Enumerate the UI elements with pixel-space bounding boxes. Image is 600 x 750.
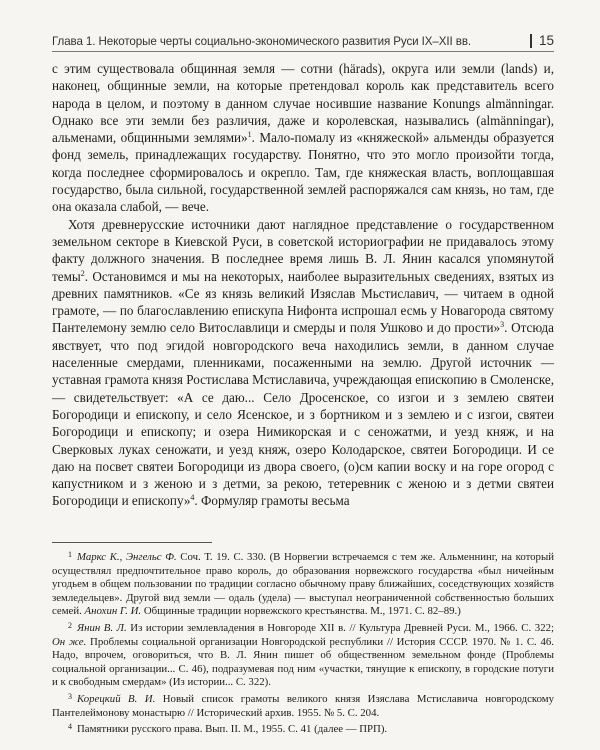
footnote-rule [52, 542, 212, 543]
paragraph-2-text-b: . Остановимся и мы на некоторых, наиболее выразительных сведениях, взятых из древних памятников. «Се яз князь великий Изяслав Мьстиславич, — читаем в одной грамоте, — по благославлению епискупа Нифонта испрошал есмь у Новагорода святому Пантелемону землю село Витославлици и смерды и поля Ушково и до прости» [52, 268, 554, 336]
paragraph-2-text-d: . Формуляр грамоты весьма [194, 493, 350, 509]
paragraph-1 [52, 60, 554, 216]
paragraph-2-text-c: . Отсюда явствует, что под эгидой новгородского веча находились земли, в данном случае населенные смердами, пленниками, посаженными на землю. Другой источник — уставная грамота князя Ростислава Мстиславича, учреждающая епископию в Смоленске, — свидетельствует: «А се даю... Село Дросенское, со изгои и з землею святеи Богородици и епископу, и село Ясенское, и з бортником и з землею и с изгои, святеи Богородици и епископу; и озера Нимикорская и с сеножатми, и уезд княж, и на Сверковых луках сеножати, и уезд княж, озеро Колодарское, святеи Богородици. И се даю на посвет святеи Богородици из двора своего, (о)см капии воску и на горе огород с капустником и з женою и з детми, за рекою, тетеревник с женою и з детми святеи Богородици и епископу» [52, 320, 554, 509]
footnote-text: Из истории землевладения в Новгороде XII в. // Культура Древней Руси. М., 1966. С. 322; [126, 621, 554, 634]
header-separator [530, 34, 532, 48]
footnote-number: 1 [68, 550, 72, 559]
footnote-author: Янин В. Л. [77, 621, 127, 634]
paragraph-2-text-a: Хотя древнерусские источники дают наглядное представление о государственном земельном секторе в Киевской Руси, в советской историографии не придавалось этому факту должного значения. В последнее время лишь В. Л. Янин касался упомянутой темы [52, 216, 554, 284]
footnote-ref-1[interactable]: 1 [247, 130, 252, 140]
footnote-text: Новый список грамоты великого князя Изяслава Мстиславича новгородскому Пантелеймонову монастырю // Исторический архив. 1955. № 5. С. 204. [52, 692, 554, 719]
footnote-2 [52, 619, 554, 690]
chapter-title: Глава 1. Некоторые черты социально-экономического развития Руси IX–XII вв. [52, 35, 471, 48]
footnote-author-2: Он же. [52, 635, 87, 648]
footnote-4 [52, 720, 554, 737]
footnote-1 [52, 548, 554, 619]
main-text [52, 60, 554, 510]
footnote-author: Маркс К., Энгельс Ф. [77, 551, 177, 563]
footnote-3 [52, 690, 554, 720]
paragraph-2 [52, 216, 554, 510]
footnote-number: 2 [68, 620, 72, 630]
footnotes [52, 548, 554, 737]
running-header [52, 30, 554, 52]
footnote-ref-4[interactable]: 4 [190, 493, 195, 503]
header-right [530, 33, 554, 48]
footnote-author: Корецкий В. И. [77, 692, 156, 705]
paragraph-1-text-a: с этим существовала общинная земля — сотни (härads), округа или земли (lands) и, наконец, общинные земли, на которые претендовал король как представитель всего народа в целом, и поэтому в данном случае носившие название Konungs almänningar. Однако все эти земли без различия, даже и королевская, назывались (almänningar), альменами, общинными землями» [52, 61, 554, 146]
footnote-author-2: Анохин Г. И. [84, 605, 142, 618]
paragraph-1-text-b: . Мало-помалу из «княжеской» альменды образуется фонд земель, принадлежащих государству. Понятно, что это могло произойти тогда, когда последнее сформировалось и окрепло. Там, где княжеская власть, воплощавшая государство, была сильной, государственной землей распоряжался сам князь, но там, где она оказала слабой, — вече. [52, 130, 554, 215]
footnote-text: Соч. Т. 19. С. 330. (В Норвегии встречаемся с тем же. Альменнинг, на который осуществлял предпочтительное право король, до образования норвежского государства «был ничейным угодьем в общем пользовании по традиции согласно обычному праву ближайших, соседствующих хозяйств земледельцев». Другой вид земли — одаль (удела) — выступал неограниченной собственностью больших семей. [52, 551, 554, 618]
footnote-number: 3 [68, 691, 72, 701]
footnote-text: Памятники русского права. Вып. II. М., 1955. С. 41 (далее — ПРП). [77, 723, 388, 736]
footnote-number: 4 [68, 722, 72, 732]
footnote-text-2: Общинные традиции норвежского крестьянства. М., 1971. С. 82–89.) [141, 605, 461, 618]
footnote-text-2: Проблемы социальной организации Новгородской республики // История СССР. 1970. № 1. С. 46. Надо, впрочем, оговориться, что В. Л. Янин пишет об общественном земельном фонде (Проблемы социальной организации... С. 46), подразумевая под ним «участки, тянущие к епископу, в городские потуги и к свободным смердам» (Из истории... С. 322). [52, 635, 554, 689]
footnote-ref-3[interactable]: 3 [500, 320, 505, 330]
page-number: 15 [538, 33, 554, 48]
footnote-ref-2[interactable]: 2 [80, 268, 85, 278]
